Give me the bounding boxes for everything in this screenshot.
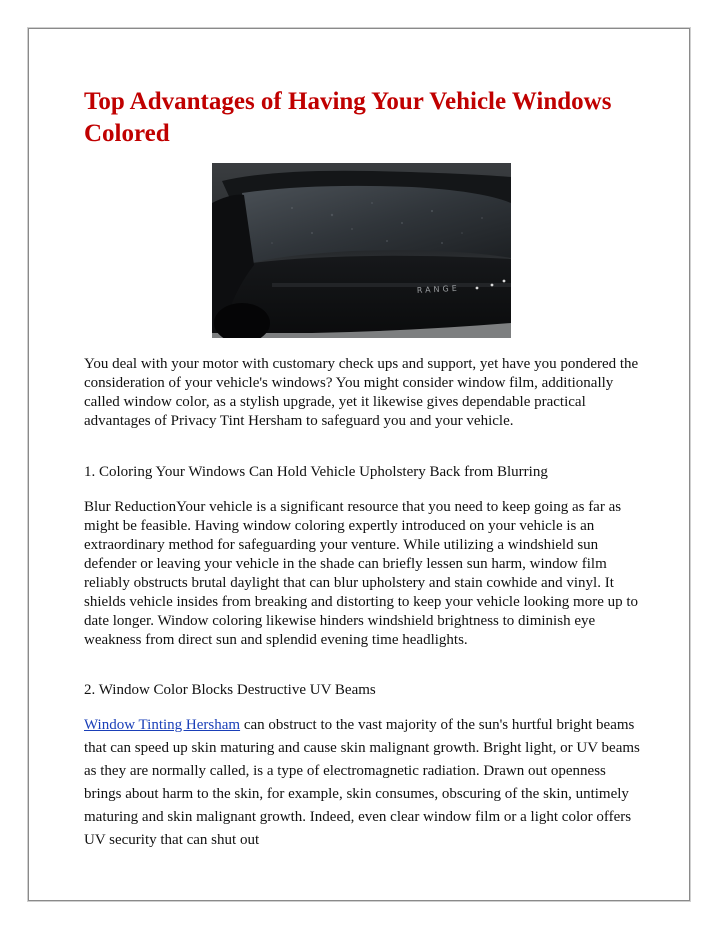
intro-paragraph: You deal with your motor with customary check ups and support, yet have you pondered the consideration of your vehicle's windows? You might consider window film, additionally called window color, as a stylish upgrade, yet it likewise gives dependable practical advantages of Privacy Tint Hersham to safeguard you and your vehicle.	[84, 356, 639, 429]
section-heading-2: 2. Window Color Blocks Destructive UV Beams	[84, 682, 376, 698]
section-body-2	[84, 714, 644, 852]
window-tinting-link[interactable]: Window Tinting Hersham	[84, 717, 241, 733]
photo-badge-text: RANGE	[416, 283, 460, 295]
section-body-2-text: can obstruct to the vast majority of the sun's hurtful bright beams that can speed up skin maturing and cause skin malignant growth. Bright light, or UV beams as they are normally called, is a type of electromagnetic radiation. Drawn out openness brings about harm to the skin, for example, skin consumes, obscuring of the skin, untimely maturing and skin malignant growth. Indeed, even clear window film or a light color offers UV security that can shut out	[84, 717, 640, 848]
vehicle-photo	[212, 163, 511, 338]
section-heading-1: 1. Coloring Your Windows Can Hold Vehicle Upholstery Back from Blurring	[84, 464, 548, 480]
page-title: Top Advantages of Having Your Vehicle Windows Colored	[84, 88, 612, 147]
section-body-1: Blur ReductionYour vehicle is a significant resource that you need to keep going as far as might be feasible. Having window coloring expertly introduced on your vehicle is an extraordinary method for safeguarding your venture. While utilizing a windshield sun defender or leaving your vehicle in the shade can briefly lessen sun harm, window film reliably obstructs brutal daylight that can blur upholstery and stain cowhide and vinyl. It shields vehicle insides from breaking and distorting to keep your vehicle looking more up to date longer. Window coloring likewise hinders windshield brightness to diminish eye weakness from direct sun and splendid evening time headlights.	[84, 499, 639, 648]
